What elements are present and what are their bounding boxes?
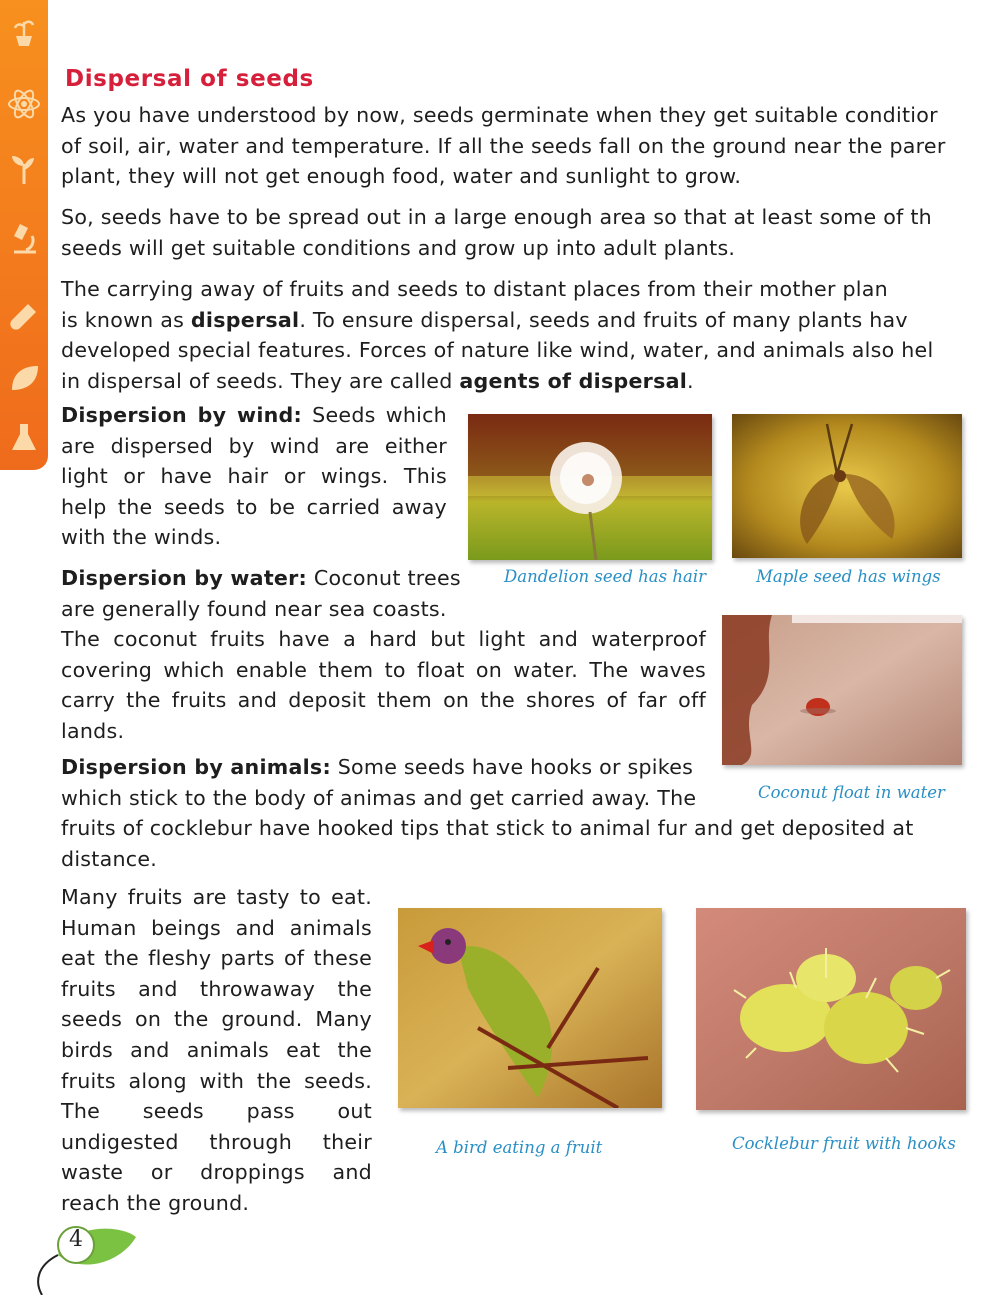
leaf-icon <box>6 360 42 396</box>
test-tube-icon <box>6 300 42 336</box>
sprout-icon <box>6 150 42 186</box>
water-subheading: Dispersion by water: <box>61 566 308 590</box>
cocklebur-caption: Cocklebur fruit with hooks <box>732 1134 956 1153</box>
page-number-badge <box>28 1215 148 1295</box>
wind-dispersion-paragraph: Dispersion by wind: Seeds which are dispersed by wind are either light or have hair or wings. This help the seeds to be carried away with the winds. <box>61 403 447 550</box>
coconut-photo <box>722 615 962 765</box>
text-line: in dispersal of seeds. They are called agents of dispersal. <box>61 368 694 393</box>
water-dispersion-intro <box>61 563 461 624</box>
bird-caption: A bird eating a fruit <box>436 1138 603 1157</box>
term-dispersal: dispersal <box>190 307 300 332</box>
text-line: distance. <box>61 846 158 871</box>
leaf-icon <box>28 1215 148 1295</box>
text-line: So, seeds have to be spread out in a large enough area so that at least some of th <box>61 205 932 229</box>
section-heading: Dispersal of seeds <box>65 66 314 92</box>
text-line: fruits of cocklebur have hooked tips that stick to animal fur and get deposited at <box>61 816 914 841</box>
text-line: seeds will get suitable conditions and grow up into adult plants. <box>61 235 736 260</box>
animals-subheading: Dispersion by animals: <box>61 755 331 779</box>
dispersal-definition-paragraph <box>61 274 933 396</box>
flask-icon <box>6 420 42 456</box>
spread-paragraph <box>61 202 932 263</box>
text-line: developed special features. Forces of nature like wind, water, and animals also hel <box>61 338 934 363</box>
wind-subheading: Dispersion by wind: <box>61 403 303 427</box>
maple-seed-photo <box>732 414 962 558</box>
plant-pot-icon <box>6 14 42 50</box>
text-line: plant, they will not get enough food, water and sunlight to grow. <box>61 164 742 189</box>
text-line: which stick to the body of animas and get carried away. The <box>61 785 697 810</box>
intro-paragraph <box>61 100 946 192</box>
bird-eating-fruit-photo <box>398 908 662 1108</box>
dandelion-caption: Dandelion seed has hair <box>504 567 706 586</box>
microscope-icon <box>6 220 42 256</box>
fruits-eaten-paragraph: Many fruits are tasty to eat. Human beings and animals eat the fleshy parts of these fruits and throwaway the seeds on the ground. Many birds and animals eat the fruits along with the seeds. The seeds pass out undigested through their waste or droppings and reach the ground. <box>61 885 372 1215</box>
side-decoration-strip <box>0 0 48 470</box>
text-line: is known as dispersal. To ensure dispersal, seeds and fruits of many plants hav <box>61 307 908 332</box>
cocklebur-photo <box>696 908 966 1110</box>
text-line: of soil, air, water and temperature. If all the seeds fall on the ground near the parer <box>61 133 946 158</box>
term-agents-of-dispersal: agents of dispersal <box>459 368 688 393</box>
page-number: 4 <box>69 1227 83 1252</box>
text-line: Dispersion by animals: Some seeds have hooks or spikes <box>61 755 694 779</box>
text-line: are generally found near sea coasts. <box>61 596 447 621</box>
text-line: As you have understood by now, seeds germinate when they get suitable conditior <box>61 103 938 127</box>
text-line: Dispersion by water: Coconut trees <box>61 566 461 590</box>
coconut-caption: Coconut float in water <box>758 783 945 802</box>
dandelion-photo <box>468 414 712 560</box>
atom-icon <box>6 86 42 122</box>
maple-caption: Maple seed has wings <box>756 567 941 586</box>
animal-dispersion-paragraph <box>61 752 914 874</box>
water-dispersion-paragraph: The coconut fruits have a hard but light and waterproof covering which enable them to float on water. The waves carry the fruits and deposit them on the shores of far off lands. <box>61 627 706 743</box>
text-line: The carrying away of fruits and seeds to distant places from their mother plan <box>61 277 888 301</box>
